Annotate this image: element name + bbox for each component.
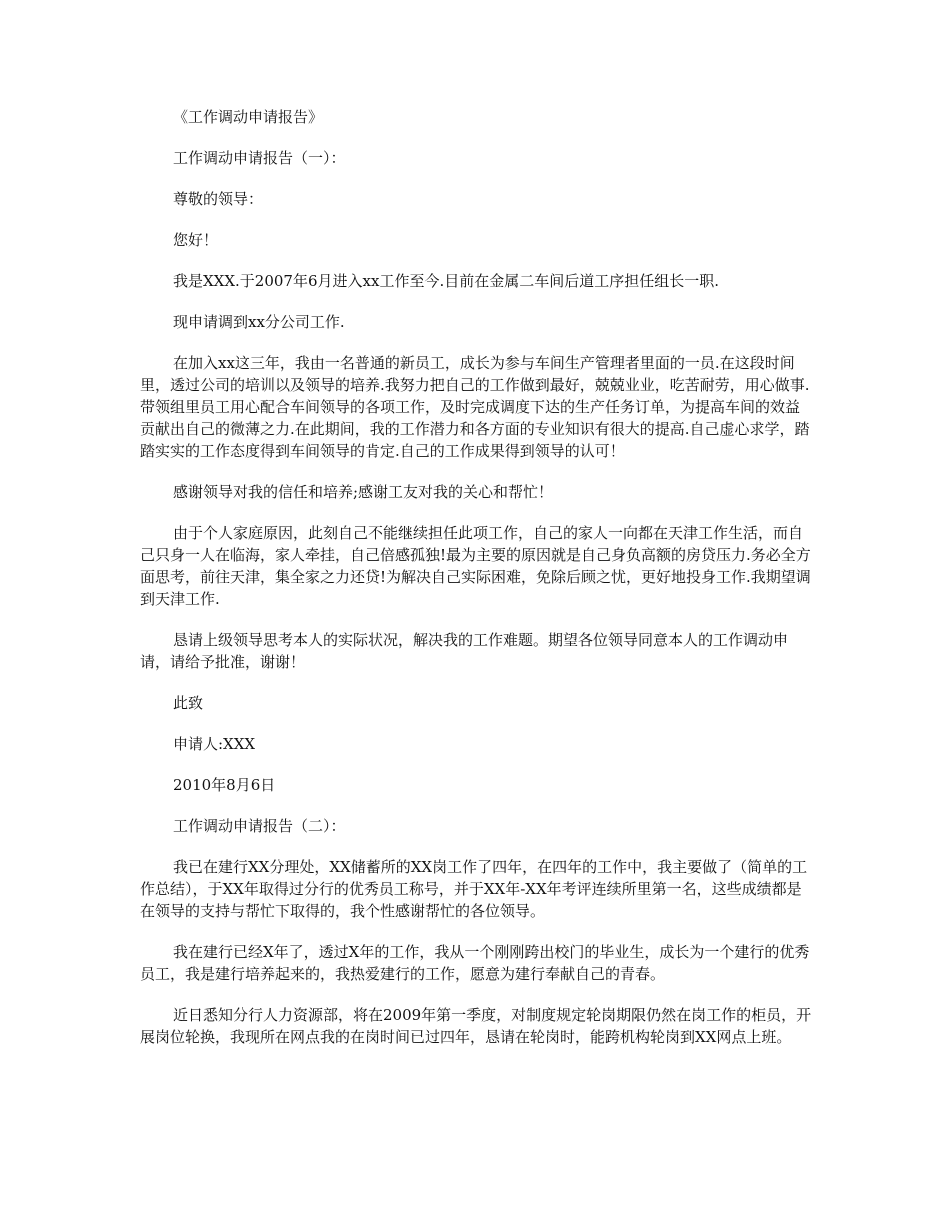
paragraph-experience: 在加入xx这三年，我由一名普通的新员工，成长为参与车间生产管理者里面的一员.在这段时间里，透过公司的培训以及领导的培养.我努力把自己的工作做到最好，兢兢业业，吃苦耐劳，用心做事.带领组里员工用心配合车间领导的各项工作，及时完成调度下达的生产任务订单，为提高车间的效益贡献出自己的微薄之力.在此期间，我的工作潜力和各方面的专业知识有很大的提高.自己虚心求学，踏踏实实的工作态度得到车间领导的肯定.自己的工作成果得到领导的认可！ bbox=[140, 354, 810, 460]
paragraph-growth: 我在建行已经X年了，透过X年的工作，我从一个刚刚跨出校门的毕业生，成长为一个建行的优秀员工，我是建行培养起来的，我热爱建行的工作，愿意为建行奉献自己的青春。 bbox=[140, 943, 810, 983]
paragraph-plea: 恳请上级领导思考本人的实际状况，解决我的工作难题。期望各位领导同意本人的工作调动申请，请给予批准，谢谢！ bbox=[140, 631, 789, 671]
paragraph-reason: 由于个人家庭原因，此刻自己不能继续担任此项工作，自己的家人一向都在天津工作生活，而自己只身一人在临海，家人牵挂，自己倍感孤独!最为主要的原因就是自己身负高额的房贷压力.务必全方面思考，前往天津，集全家之力还贷!为解决自己实际困难，免除后顾之忧，更好地投身工作.我期望调到天津工作. bbox=[140, 524, 811, 608]
section-heading-1: 工作调动申请报告（一）： bbox=[173, 149, 346, 167]
document-body bbox=[140, 106, 812, 1067]
section-heading-2: 工作调动申请报告（二）： bbox=[173, 817, 346, 835]
date: 2010年8月6日 bbox=[173, 776, 276, 794]
paragraph-achievements: 我已在建行XX分理处，XX储蓄所的XX岗工作了四年，在四年的工作中，我主要做了（简单的工作总结），于XX年取得过分行的优秀员工称号，并于XX年-XX年考评连续所里第一名，这些成绩都是在领导的支持与帮忙下取得的，我个性感谢帮忙的各位领导。 bbox=[140, 858, 808, 920]
applicant: 申请人:XXX bbox=[173, 735, 256, 753]
paragraph-introduction: 我是XXX.于2007年6月进入xx工作至今.目前在金属二车间后道工序担任组长一职. bbox=[173, 272, 719, 290]
paragraph-request: 现申请调到xx分公司工作. bbox=[173, 313, 345, 331]
greeting: 您好！ bbox=[173, 231, 219, 249]
salutation: 尊敬的领导： bbox=[173, 190, 264, 208]
document-title: 《工作调动申请报告》 bbox=[173, 108, 324, 126]
paragraph-thanks: 感谢领导对我的信任和培养;感谢工友对我的关心和帮忙！ bbox=[173, 483, 554, 501]
closing: 此致 bbox=[173, 694, 204, 712]
paragraph-rotation: 近日悉知分行人力资源部，将在2009年第一季度，对制度规定轮岗期限仍然在岗工作的柜员，开展岗位轮换，我现所在网点我的在岗时间已过四年，恳请在轮岗时，能跨机构轮岗到XX网点上班。 bbox=[140, 1006, 812, 1046]
